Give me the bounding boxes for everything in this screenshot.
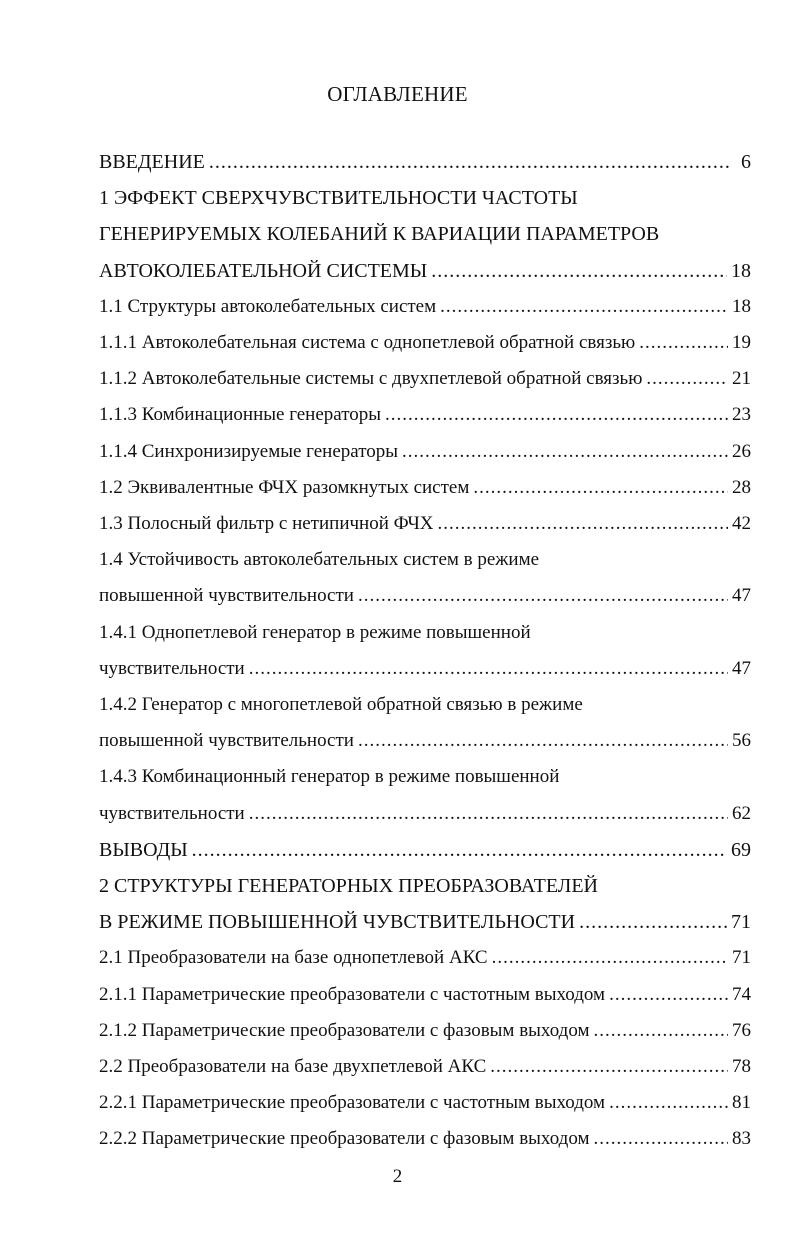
toc-entry-title: ГЕНЕРИРУЕМЫХ КОЛЕБАНИЙ К ВАРИАЦИИ ПАРАМЕТРОВ xyxy=(99,223,660,246)
toc-entry xyxy=(99,981,751,1009)
toc-leader-dots xyxy=(609,981,728,1009)
toc-entry-page: 18 xyxy=(732,295,751,317)
toc-entry xyxy=(99,546,751,574)
toc-entry-title: 2.2.1 Параметрические преобразователи с частотным выходом xyxy=(99,1092,606,1114)
toc-entry-page: 19 xyxy=(732,332,751,353)
toc-entry-title: 1.3 Полосный фильтр с нетипичной ФЧХ xyxy=(99,513,434,534)
toc-entry xyxy=(99,582,751,610)
toc-entry-title: 2.1 Преобразователи на базе однопетлевой АКС xyxy=(99,947,488,969)
toc-entry-page: 56 xyxy=(732,730,751,752)
toc-entry-page: 26 xyxy=(732,440,751,462)
toc-leader-dots xyxy=(385,401,728,429)
toc-entry xyxy=(99,329,751,357)
toc-entry-page: 69 xyxy=(731,838,751,861)
toc-entry xyxy=(99,1125,751,1153)
toc-entry-title: 2.1.1 Параметрические преобразователи с частотным выходом xyxy=(99,983,606,1005)
toc-entry-page: 47 xyxy=(732,657,751,679)
toc-leader-dots xyxy=(358,727,728,755)
page-title: ОГЛАВЛЕНИЕ xyxy=(327,82,468,106)
toc-entry-title: повышенной чувствительности xyxy=(99,730,354,752)
toc-entry-title: 1.1 Структуры автоколебательных систем xyxy=(99,295,437,317)
toc-entry xyxy=(99,365,751,393)
toc-leader-dots xyxy=(431,257,727,285)
toc-entry xyxy=(99,1089,751,1117)
toc-entry-title: 1.4.2 Генератор с многопетлевой обратной связью в режиме xyxy=(99,694,583,715)
toc-entry xyxy=(99,944,751,972)
toc-leader-dots xyxy=(490,1053,728,1081)
toc-entry-page: 76 xyxy=(732,1019,751,1041)
toc-entry-title: 1.4.1 Однопетлевой генератор в режиме повышенной xyxy=(99,621,531,643)
toc-entry xyxy=(99,800,751,828)
toc-entry-page: 71 xyxy=(731,911,751,934)
toc-leader-dots xyxy=(249,655,728,683)
toc-entry xyxy=(99,510,751,538)
toc-entry-title: ВЫВОДЫ xyxy=(99,838,188,861)
toc-entry-page: 23 xyxy=(732,404,751,426)
toc-entry-title: 1.4 Устойчивость автоколебательных систем в режиме xyxy=(99,549,540,571)
toc-entry xyxy=(99,401,751,429)
toc-leader-dots xyxy=(473,474,728,502)
toc-leader-dots xyxy=(249,800,728,828)
toc-entry-title: 1.2 Эквивалентные ФЧХ разомкнутых систем xyxy=(99,476,470,498)
toc-entry-page: 42 xyxy=(732,513,751,534)
toc-entry-page: 81 xyxy=(732,1092,751,1114)
toc-entry-page: 78 xyxy=(732,1056,751,1077)
toc-entry-page: 21 xyxy=(732,368,751,390)
toc-entry-title: повышенной чувствительности xyxy=(99,585,354,607)
toc-entry xyxy=(99,1053,751,1081)
toc-entry-page: 74 xyxy=(732,983,751,1005)
toc-entry-page: 47 xyxy=(732,585,751,607)
toc-entry xyxy=(99,872,751,900)
toc-entry-title: 2.1.2 Параметрические преобразователи с фазовым выходом xyxy=(99,1019,590,1041)
toc-entry-page: 71 xyxy=(732,947,751,969)
toc-leader-dots xyxy=(646,365,728,393)
toc-entry-page: 83 xyxy=(732,1128,751,1150)
toc-leader-dots xyxy=(639,329,728,357)
toc-entry-title: В РЕЖИМЕ ПОВЫШЕННОЙ ЧУВСТВИТЕЛЬНОСТИ xyxy=(99,911,576,934)
toc-leader-dots xyxy=(440,293,728,321)
toc-entry-page: 18 xyxy=(731,259,751,282)
toc-entry-title: 1.1.4 Синхронизируемые генераторы xyxy=(99,440,399,462)
toc-entry-page: 6 xyxy=(741,151,751,173)
toc-entry-title: АВТОКОЛЕБАТЕЛЬНОЙ СИСТЕМЫ xyxy=(99,259,428,282)
toc-leader-dots xyxy=(358,582,728,610)
toc-entry-title: 2.2.2 Параметрические преобразователи с фазовым выходом xyxy=(99,1128,590,1150)
toc-entry-title: чувствительности xyxy=(99,657,245,679)
toc-leader-dots xyxy=(438,510,728,538)
toc-entry-title: 1.4.3 Комбинационный генератор в режиме повышенной xyxy=(99,766,560,788)
toc-entry xyxy=(99,1017,751,1045)
toc-entry xyxy=(99,474,751,502)
toc-entry xyxy=(99,438,751,466)
toc-entry xyxy=(99,257,751,285)
toc-entry-title: 1.1.3 Комбинационные генераторы xyxy=(99,404,382,426)
toc-leader-dots xyxy=(402,438,728,466)
toc-leader-dots xyxy=(609,1089,728,1117)
toc-entry-page: 28 xyxy=(732,476,751,498)
toc-entry-title: 1 ЭФФЕКТ СВЕРХЧУВСТВИТЕЛЬНОСТИ ЧАСТОТЫ xyxy=(99,187,578,210)
page-number: 2 xyxy=(392,1166,403,1187)
toc-entry xyxy=(99,220,751,248)
toc-entry-page: 62 xyxy=(732,802,751,824)
toc-entry-title: 2 СТРУКТУРЫ ГЕНЕРАТОРНЫХ ПРЕОБРАЗОВАТЕЛЕЙ xyxy=(99,875,599,897)
toc-entry-title: 1.1.2 Автоколебательные системы с двухпетлевой обратной связью xyxy=(99,368,643,390)
toc-entry-title: 2.2 Преобразователи на базе двухпетлевой АКС xyxy=(99,1056,487,1077)
toc-entry-title: ВВЕДЕНИЕ xyxy=(99,151,205,173)
toc-entry-title: 1.1.1 Автоколебательная система с однопетлевой обратной связью xyxy=(99,332,636,353)
toc-leader-dots xyxy=(594,1125,729,1153)
toc-entry xyxy=(99,727,751,755)
toc-entry xyxy=(99,184,751,212)
toc-entry xyxy=(99,655,751,683)
toc-entry xyxy=(99,691,751,719)
toc-entry xyxy=(99,619,751,647)
toc-leader-dots xyxy=(492,944,728,972)
toc-entry xyxy=(99,763,751,791)
toc-entry xyxy=(99,836,751,864)
toc-leader-dots xyxy=(192,836,727,864)
toc-leader-dots xyxy=(594,1017,729,1045)
toc-leader-dots xyxy=(579,908,727,936)
toc-entry xyxy=(99,908,751,936)
toc-entry xyxy=(99,293,751,321)
toc-entry-title: чувствительности xyxy=(99,802,245,824)
toc-entry xyxy=(99,148,751,176)
toc-leader-dots xyxy=(209,148,731,176)
